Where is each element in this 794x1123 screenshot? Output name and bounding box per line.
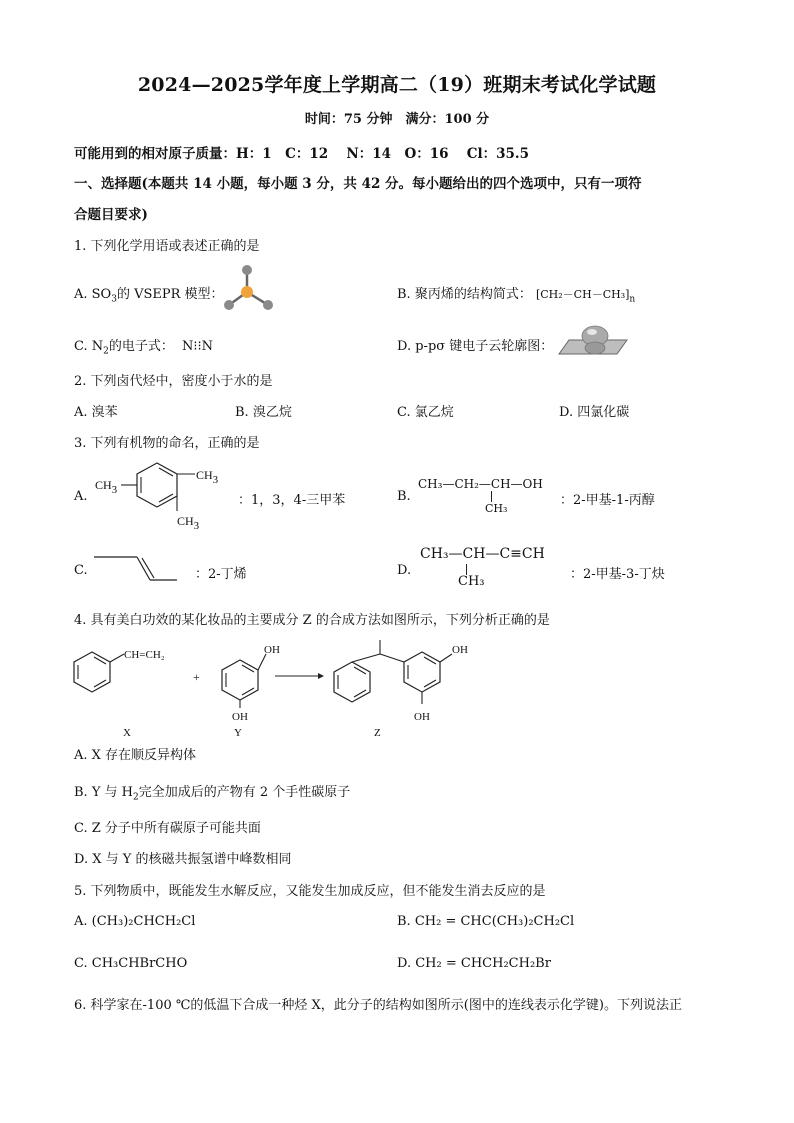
q5-stem: 5. 下列物质中，既能发生水解反应，又能发生加成反应，但不能发生消去反应的是 (74, 884, 546, 899)
q3-option-c-name: ：2-丁烯 (195, 567, 247, 582)
q1-option-b (397, 283, 635, 305)
q3-stem: 3. 下列有机物的命名，正确的是 (74, 436, 260, 451)
q3-option-d-name: ：2-甲基-3-丁炔 (570, 567, 665, 582)
q4-b-text: B. Y 与 H (74, 785, 134, 800)
q1-a-sub: 3 (111, 294, 117, 305)
q4-b-sub: 2 (133, 792, 139, 803)
q1-c-text2: 的电子式： (108, 339, 174, 354)
q4-stem: 4. 具有美白功效的某化妆品的主要成分 Z 的合成方法如图所示，下列分析正确的是 (74, 613, 550, 628)
q4-option-c: C. Z 分子中所有碳原子可能共面 (74, 821, 261, 836)
q3-option-a-name: ：1，3，4-三甲苯 (238, 493, 346, 508)
svg-text:OH: OH (452, 644, 468, 656)
q2-stem: 2. 下列卤代烃中，密度小于水的是 (74, 374, 273, 389)
compound-z-structure (334, 640, 468, 723)
q5-option-c: C. CH₃CHBrCHO (74, 956, 188, 971)
svg-text:OH: OH (232, 711, 248, 723)
q4-option-b (74, 781, 350, 803)
q3-option-b-name: ：2-甲基-1-丙醇 (560, 493, 655, 508)
svg-text:OH: OH (414, 711, 430, 723)
label-z: Z (374, 727, 381, 739)
q1-c-text: C. N (74, 339, 104, 354)
q1-c-formula: N⁝⁝N (182, 339, 214, 354)
p-p-sigma-cloud-icon (555, 322, 635, 358)
oxygen-atom (263, 300, 273, 310)
q5-option-b: B. CH₂ = CHC(CH₃)₂CH₂Cl (397, 914, 575, 929)
q4-option-a: A. X 存在顺反异构体 (74, 748, 197, 763)
so3-vsepr-model (220, 262, 280, 317)
q2-option-a: A. 溴苯 (74, 405, 118, 420)
q1-option-d: D. p-pσ 键电子云轮廓图： (397, 339, 554, 354)
ch3-left: CH3 (95, 478, 118, 496)
q3-option-d-label: D. (397, 563, 412, 578)
q1-b-text: B. 聚丙烯的结构简式： (397, 287, 532, 302)
q3-b-branch-bond (491, 491, 492, 502)
q1-stem: 1. 下列化学用语或表述正确的是 (74, 239, 260, 254)
q3-a-trimethylbenzene-structure (95, 455, 235, 535)
q3-d-chain: CH₃—CH—C≡CH (420, 546, 545, 562)
ch3-bottom: CH3 (177, 514, 200, 532)
q4-reaction-scheme (60, 640, 540, 740)
q2-option-c: C. 氯乙烷 (397, 405, 454, 420)
q1-option-a (74, 283, 224, 305)
label-y: Y (234, 727, 242, 739)
q3-option-c-label: C. (74, 563, 88, 578)
ch3-right: CH3 (196, 468, 219, 486)
q2-option-d: D. 四氯化碳 (559, 405, 630, 420)
q3-b-branch: CH₃ (485, 502, 508, 515)
q1-b-n: n (629, 294, 636, 305)
atomic-masses: 可能用到的相对原子质量：H：1 C：12 N：14 O：16 Cl：35.5 (74, 146, 530, 162)
exam-time-score: 时间：75 分钟 满分：100 分 (304, 112, 490, 127)
exam-title: 2024—2025学年度上学期高二（19）班期末考试化学试题 (137, 74, 657, 96)
sulfur-atom (241, 286, 253, 298)
q3-d-branch: CH₃ (458, 574, 485, 589)
oxygen-atom (224, 300, 234, 310)
q4-option-d: D. X 与 Y 的核磁共振氢谱中峰数相同 (74, 852, 292, 867)
plus-sign: + (193, 670, 200, 684)
section1-heading-line2: 合题目要求) (74, 207, 148, 223)
q5-option-d: D. CH₂ = CHCH₂CH₂Br (397, 956, 551, 971)
q2-option-b: B. 溴乙烷 (235, 405, 292, 420)
q3-option-a-label: A. (74, 489, 88, 504)
section1-heading-line1: 一、选择题(本题共 14 小题，每小题 3 分，共 42 分。每小题给出的四个选项中，只有一项符 (74, 176, 642, 192)
label-x: X (123, 727, 131, 739)
q1-option-c (74, 335, 213, 357)
q3-option-b-label: B. (397, 489, 411, 504)
svg-text:OH: OH (264, 644, 280, 656)
q3-c-2-butene-skeleton (92, 553, 182, 583)
q3-b-chain: CH₃—CH₂—CH—OH (418, 477, 543, 491)
compound-y-structure (222, 644, 280, 723)
oxygen-atom (242, 265, 252, 275)
q6-stem: 6. 科学家在-100 ℃的低温下合成一种烃 X，此分子的结构如图所示(图中的连线表示化学键)。下列说法正 (74, 998, 682, 1013)
q1-c-sub: 2 (103, 346, 109, 357)
compound-x-structure (74, 649, 165, 692)
q1-b-formula: [CH₂－CH－CH₃] (535, 288, 630, 301)
q1-a-text: A. SO (74, 287, 112, 302)
q4-b-text2: 完全加成后的产物有 2 个手性碳原子 (138, 785, 351, 800)
svg-text:CH=CH₂: CH=CH₂ (124, 649, 165, 661)
q5-option-a: A. (CH₃)₂CHCH₂Cl (74, 914, 196, 929)
q1-a-text2: 的 VSEPR 模型： (116, 287, 224, 302)
